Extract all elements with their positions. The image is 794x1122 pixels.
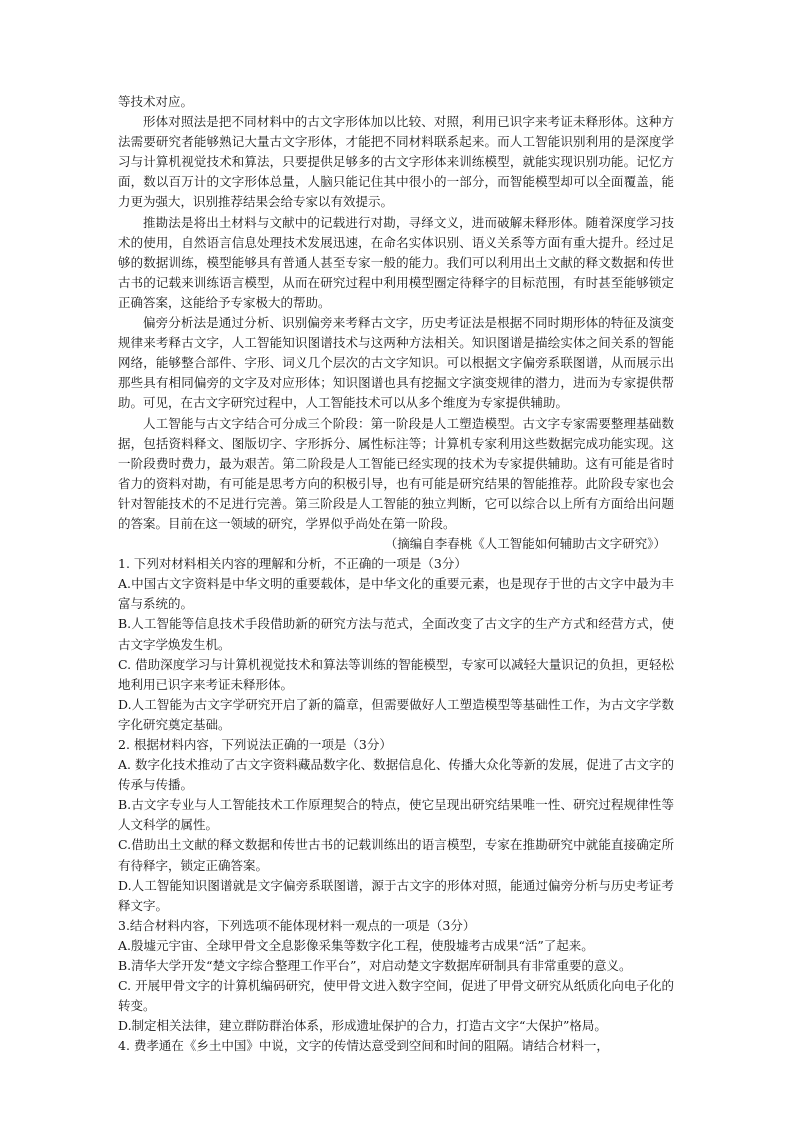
question-option: D.人工智能为古文字学研究开启了新的篇章，但需要做好人工塑造模型等基础性工作，为古文字学数字化研究奠定基础。 — [118, 696, 674, 732]
question-option: A.中国古文字资料是中华文明的重要载体，是中华文化的重要元素，也是现存于世的古文字中最为丰富与系统的。 — [118, 576, 674, 612]
passage-paragraph: 推勘法是将出土材料与文献中的记载进行对勘，寻绎文义，进而破解未释形体。随着深度学习技术的使用，自然语言信息处理技术发展迅速，在命名实体识别、语义关系等方面有重大提升。经过足够的数据训练，模型能够具有普通人甚至专家一般的能力。我们可以利用出土文献的释文数据和传世古书的记载来训练语言模型，从而在研究过程中利用模型圈定待释字的目标范围，有时甚至能够锁定正确答案，这能给予专家极大的帮助。 — [118, 214, 674, 310]
passage-paragraph: 形体对照法是把不同材料中的古文字形体加以比较、对照，利用已识字来考证未释形体。这种方法需要研究者能够熟记大量古文字形体，才能把不同材料联系起来。而人工智能识别利用的是深度学习与计算机视觉技术和算法，只要提供足够多的古文字形体来训练模型，就能实现识别功能。记忆方面，数以百万计的文字形体总量，人脑只能记住其中很小的一部分，而智能模型却可以全面覆盖，能力更为强大，识别推荐结果会给专家以有效提示。 — [118, 114, 674, 210]
question-option: B.清华大学开发“楚文字综合整理工作平台”，对启动楚文字数据库研制具有非常重要的意义。 — [118, 958, 632, 974]
question-1 — [118, 554, 674, 735]
question-option: C.借助出土文献的释文数据和传世古书的记载训练出的语言模型，专家在推勘研究中就能直接确定所有待释字，锁定正确答案。 — [118, 837, 674, 873]
document-page — [118, 92, 674, 1057]
question-stem: 2. 根据材料内容，下列说法正确的一项是（3分） — [118, 737, 392, 752]
question-option: C. 借助深度学习与计算机视觉技术和算法等训练的智能模型，专家可以减轻大量识记的负担，更轻松地利用已识字来考证未释形体。 — [118, 656, 674, 692]
question-option: B.人工智能等信息技术手段借助新的研究方法与范式，全面改变了古文字的生产方式和经营方式，使古文字学焕发生机。 — [118, 616, 674, 652]
question-option: C. 开展甲骨文字的计算机编码研究，使甲骨文进入数字空间，促进了甲骨文研究从纸质化向电子化的转变。 — [118, 978, 674, 1014]
passage-paragraph: 偏旁分析法是通过分析、识别偏旁来考释古文字，历史考证法是根据不同时期形体的特征及演变规律来考释古文字，人工智能知识图谱技术与这两种方法相关。知识图谱是描绘实体之间关系的智能网络，能够整合部件、字形、词义几个层次的古文字知识。可以根据文字偏旁系联图谱，从而展示出那些具有相同偏旁的文字及对应形体；知识图谱也具有挖掘文字演变规律的潜力，进而为专家提供帮助。可见，在古文字研究过程中，人工智能技术可以从多个维度为专家提供辅助。 — [118, 315, 674, 411]
question-stem: 1. 下列对材料相关内容的理解和分析，不正确的一项是（3分） — [118, 556, 467, 572]
question-stem: 4. 费孝通在《乡土中国》中说，文字的传情达意受到空间和时间的阻隔。请结合材料一， — [118, 1038, 609, 1054]
question-option: A. 数字化技术推动了古文字资料藏品数字化、数据信息化、传播大众化等新的发展，促进了古文字的传承与传播。 — [118, 757, 674, 793]
question-3 — [118, 916, 674, 1037]
question-2 — [118, 735, 674, 916]
passage-source: （摘编自李春桃《人工智能如何辅助古文字研究》） — [384, 536, 666, 552]
question-stem: 3.结合材料内容，下列选项不能体现材料一观点的一项是（3分） — [118, 917, 476, 933]
passage-lead-line: 等技术对应。 — [118, 94, 194, 109]
passage-paragraph: 人工智能与古文字结合可分成三个阶段：第一阶段是人工塑造模型。古文字专家需要整理基础数据，包括资料释文、图版切字、字形拆分、属性标注等；计算机专家利用这些数据完成功能实现。这一阶段费时费力，最为艰苦。第二阶段是人工智能已经实现的技术为专家提供辅助。这有可能是省时省力的资料对勘，有可能是思考方向的积极引导，也有可能是研究结果的智能推荐。此阶段专家也会针对智能技术的不足进行完善。第三阶段是人工智能的独立判断，它可以综合以上所有方面给出问题的答案。目前在这一领域的研究，学界似乎尚处在第一阶段。 — [118, 415, 674, 531]
question-option: D.人工智能知识图谱就是文字偏旁系联图谱，源于古文字的形体对照，能通过偏旁分析与历史考证考释文字。 — [118, 877, 674, 913]
question-option: B.古文字专业与人工智能技术工作原理契合的特点，使它呈现出研究结果唯一性、研究过程规律性等人文科学的属性。 — [118, 797, 674, 833]
question-option: D.制定相关法律，建立群防群治体系，形成遗址保护的合力，打造古文字“大保护”格局。 — [118, 1018, 607, 1034]
question-4 — [118, 1036, 674, 1056]
question-option: A.殷墟元宇宙、全球甲骨文全息影像采集等数字化工程，使殷墟考古成果“活”了起来。 — [118, 937, 594, 953]
